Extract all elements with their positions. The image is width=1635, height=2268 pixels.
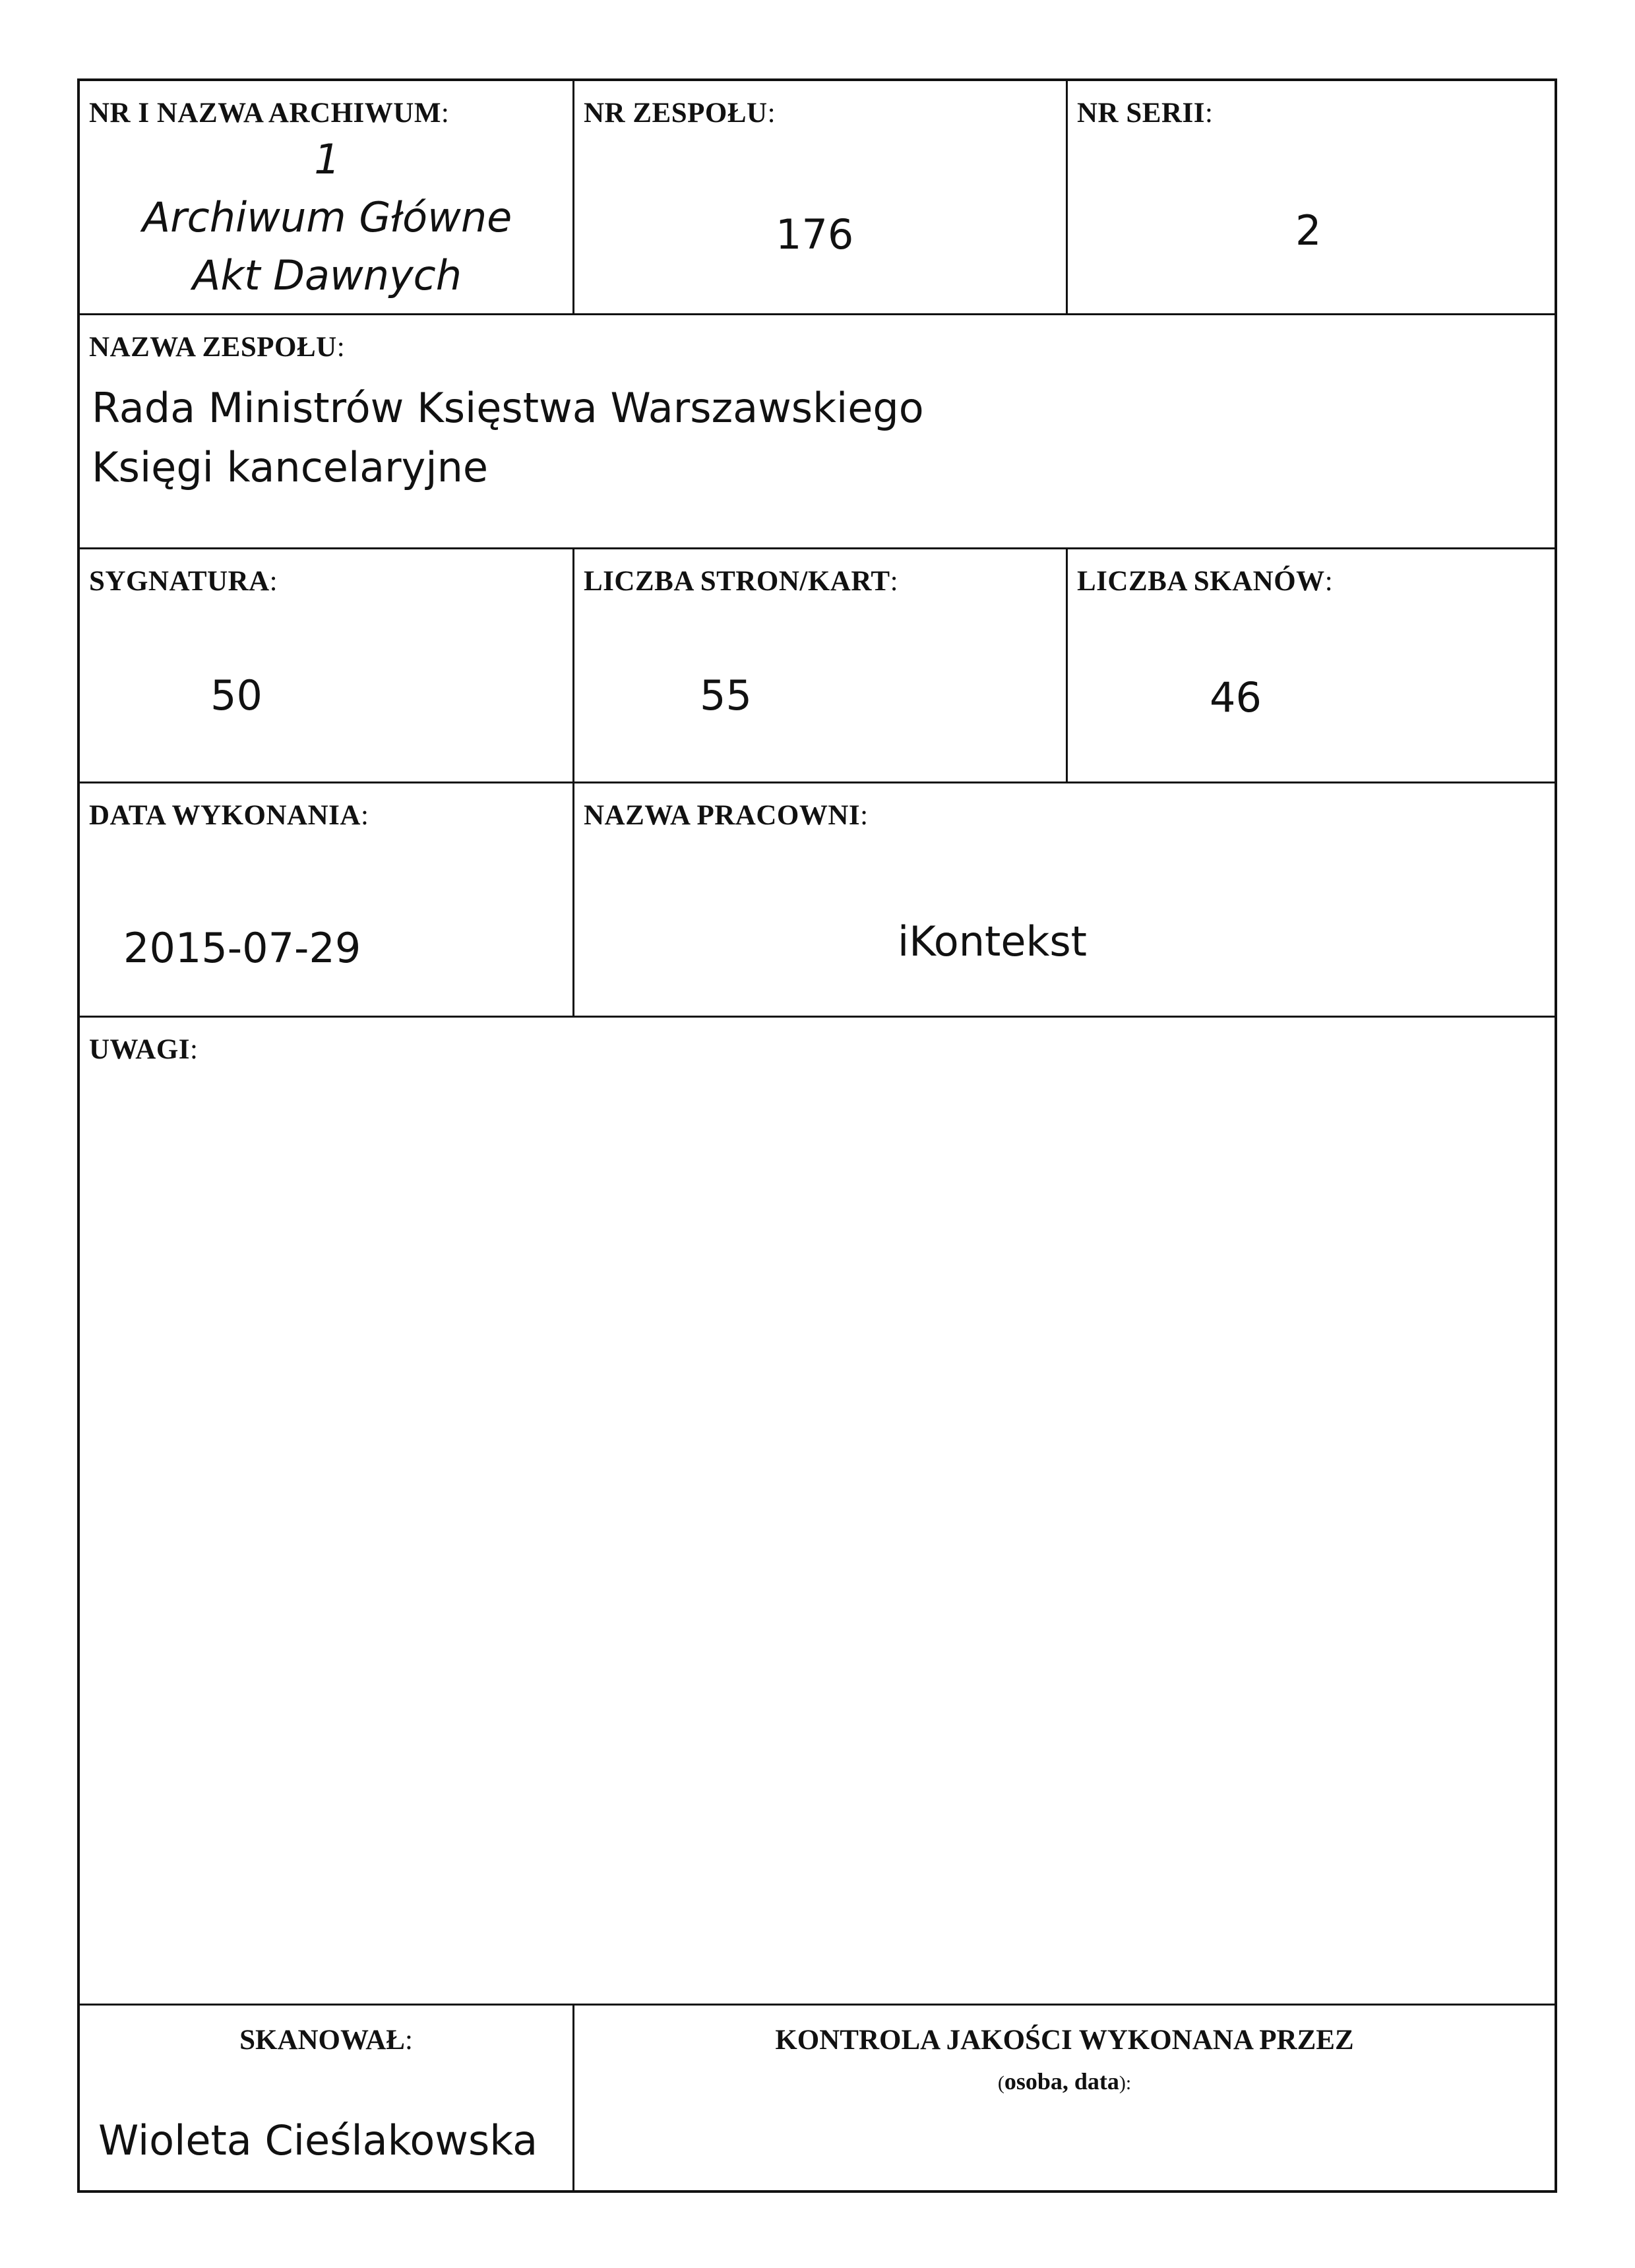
fond-name-label: NAZWA ZESPOŁU: (89, 332, 346, 363)
fond-number-label: NR ZESPOŁU: (584, 98, 776, 129)
signature-cell (80, 549, 574, 783)
series-number-value: 2 (1295, 206, 1322, 255)
execution-date-cell (80, 783, 574, 1018)
remarks-cell (80, 1018, 1555, 2006)
signature-label: SYGNATURA: (89, 566, 278, 597)
workshop-value: iKontekst (898, 917, 1087, 965)
page-count-label: LICZBA STRON/KART: (584, 566, 899, 597)
scanned-by-cell (80, 2006, 574, 2190)
archive-cell (80, 81, 574, 315)
fond-name-line2: Księgi kancelaryjne (92, 443, 489, 491)
workshop-label: NAZWA PRACOWNI: (584, 800, 869, 831)
remarks-label: UWAGI: (89, 1034, 199, 1065)
archive-label: NR I NAZWA ARCHIWUM: (89, 98, 450, 129)
archive-number: 1 (314, 135, 340, 183)
metadata-form (77, 78, 1557, 2193)
page-count-cell (574, 549, 1068, 783)
fond-name-cell (80, 315, 1555, 549)
quality-control-label: KONTROLA JAKOŚCI WYKONANA PRZEZ (775, 2025, 1354, 2056)
page-count-value: 55 (700, 671, 752, 720)
quality-control-sublabel: (osoba, data): (997, 2068, 1132, 2095)
scanned-by-label: SKANOWAŁ: (239, 2025, 413, 2056)
quality-control-cell (574, 2006, 1555, 2190)
scan-count-value: 46 (1210, 673, 1262, 721)
fond-number-value: 176 (776, 210, 854, 259)
series-number-cell (1068, 81, 1555, 315)
scanned-by-value: Wioleta Cieślakowska (98, 2116, 538, 2164)
scan-count-label: LICZBA SKANÓW: (1077, 566, 1334, 597)
archive-name-line2: Akt Dawnych (192, 251, 462, 299)
series-number-label: NR SERII: (1077, 98, 1214, 129)
scan-count-cell (1068, 549, 1555, 783)
execution-date-value: 2015-07-29 (123, 924, 361, 972)
workshop-cell (574, 783, 1555, 1018)
fond-number-cell (574, 81, 1068, 315)
fond-name-line1: Rada Ministrów Księstwa Warszawskiego (92, 384, 924, 432)
execution-date-label: DATA WYKONANIA: (89, 800, 369, 831)
signature-value: 50 (210, 671, 262, 720)
archive-name-line1: Archiwum Główne (142, 193, 512, 241)
